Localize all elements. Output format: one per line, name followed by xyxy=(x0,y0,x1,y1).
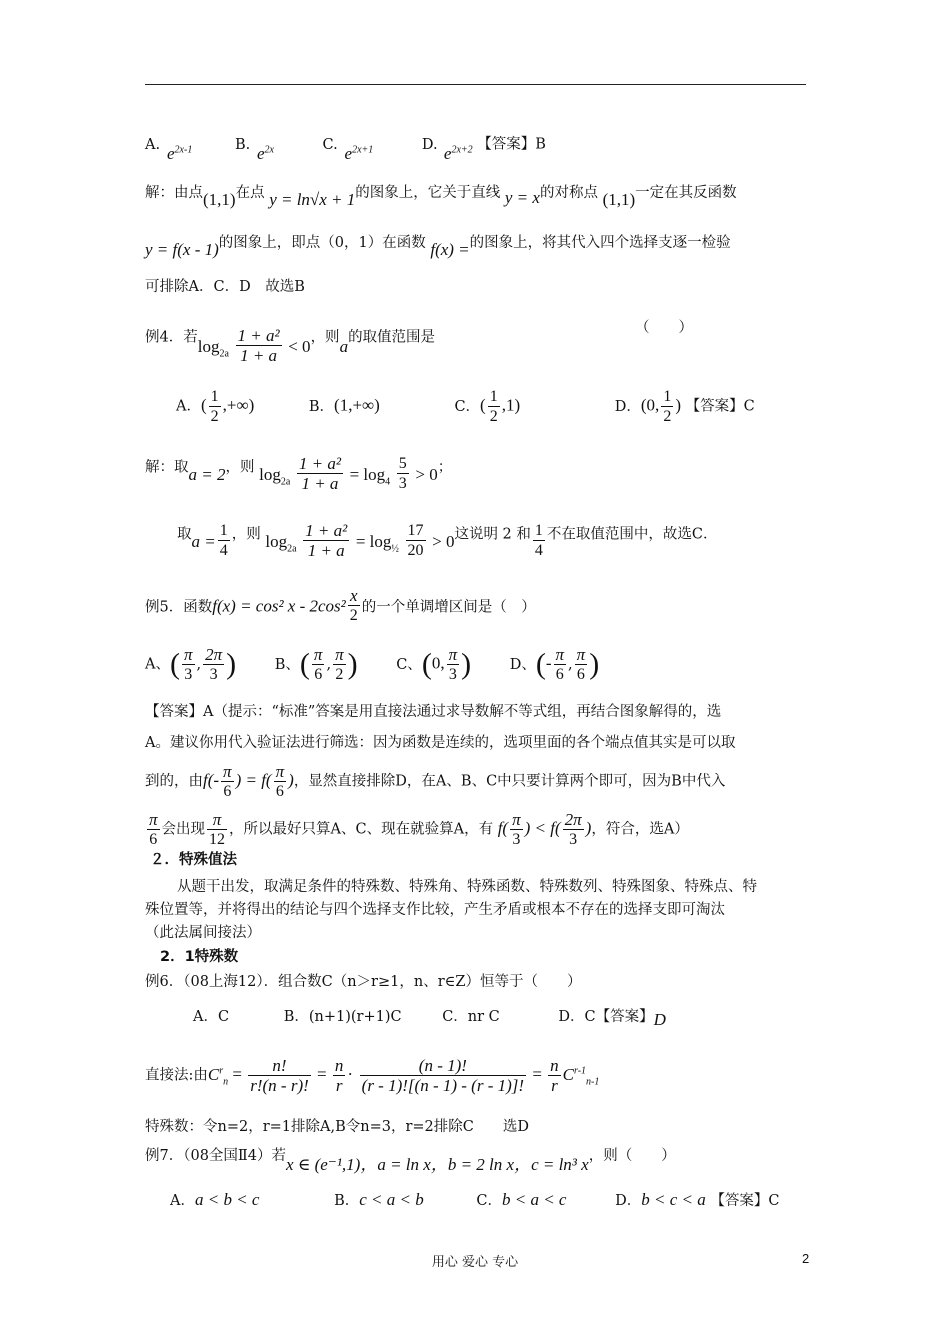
section-2-1-heading: 2．1特殊数 xyxy=(160,949,239,965)
q3-opt-c-label: C. xyxy=(322,136,338,153)
q3-opt-d-label: D. xyxy=(421,136,438,153)
q5-answer-line2: A。建议你用代入验证法进行筛选：因为函数是连续的，选项里面的各个端点值其实是可以取 xyxy=(145,735,736,751)
q3-opt-b-math: $e^{2x}$ xyxy=(256,143,274,163)
q5-stem: 例5．函数f(x) = cos² x - 2cos² $\frac{x}{2}$ 的一个单调增区间是（ ） xyxy=(145,586,536,624)
q3-opt-a-math: $e^{2x-1}$ xyxy=(167,143,193,163)
q3-solution-line3: 可排除A．C．D 故选B xyxy=(145,279,305,295)
q3-opt-b-label: B. xyxy=(234,136,251,153)
q6-stem: 例6．（08上海12）．组合数C（n＞r≥1，n、r∈Z）恒等于（ ） xyxy=(145,974,582,990)
q7-options: A．a < b < c B．c < a < b C．b < a < c D．b < c < a 【答案】C xyxy=(170,1190,780,1209)
q5-answer-line3: 到的，由f(- $\frac{\pi}{6}$ ) = f( $\frac{\pi}{6}$ )，显然直接排除D，在A、B、C中只要计算两个即可，因为B中代入 xyxy=(145,762,726,800)
q3-solution-line2: y = f(x - 1)的图象上，即点（0，1）在函数 f(x) =的图象上，将其代入四个选择支逐一检验 xyxy=(145,235,731,259)
q3-answer: 【答案】B xyxy=(477,136,546,153)
q6-options: A．C B．(n+1)(r+1)C C．nr C D．C【答案】D xyxy=(193,1009,666,1029)
section-2-para-3: （此法属间接法） xyxy=(145,925,261,941)
page-number: 2 xyxy=(802,1251,810,1266)
q3-opt-a-label: A. xyxy=(145,136,161,153)
q5-options: A、( $\frac{\pi}{3}$ , $\frac{2\pi}{3}$ ) B、( $\frac{\pi}{6}$ , $\frac{\pi}{2}$ ) C、(0, $\frac{\pi}{3}$ ) D、(- $\frac{\pi}{6}$ , $\frac{\pi}{6}$ ) xyxy=(145,645,600,683)
q4-solution-1: 解：取a = 2，则 $\log_{2a}$ $\frac{\text{1 + a²}}{1 + a}$ = $\log_4$ $\frac{5}{3}$ > 0； xyxy=(145,454,453,493)
q7-stem: 例7．（08全国Ⅱ4）若x ∈ (e⁻¹,1)，a = ln x，b = 2 ln x，c = ln³ x，则（ ） xyxy=(145,1148,676,1174)
q3-solution-line1: 解：由点(1,1)在点 y = ln√x + 1的图象上，它关于直线 y = x的对称点 (1,1)一定在其反函数 xyxy=(145,185,737,209)
page-footer: 用心 爱心 专心 xyxy=(431,1255,519,1270)
section-2-para-1: 从题干出发，取满足条件的特殊数、特殊角、特殊函数、特殊数列、特殊图象、特殊点、特 xyxy=(177,879,757,895)
q3-opt-c-math: $e^{2x+1}$ xyxy=(344,143,374,163)
section-2-para-2: 殊位置等，并将得出的结论与四个选择支作比较，产生矛盾或根本不存在的选择支即可淘汰 xyxy=(145,902,725,918)
q4-options: A．( $\frac{1}{2}$ ,+∞) B．(1,+∞) C．( $\frac{1}{2}$ ,1) D．(0, $\frac{1}{2}$ ) 【答案】C xyxy=(176,388,755,425)
q6-direct-method: 直接法:由$C^r_n$ = $\frac{n!}{r!(n - r)!}$ = $\frac{n}{r}$ · $\frac{(n - 1)!}{(r - 1)![(n - 1) - (r - 1)]!}$ = $\frac{n}{r}$ $C^{r-1}_{n-1}$ xyxy=(145,1056,600,1095)
header-rule xyxy=(145,84,806,85)
q3-opt-d-math: $e^{2x+2}$ xyxy=(443,143,473,163)
section-2-heading: ２．特殊值法 xyxy=(150,852,237,868)
q3-options xyxy=(145,130,546,163)
q5-answer-line4: $\frac{\pi}{6}$ 会出现 $\frac{\pi}{12}$ ，所以最好只算A、C、现在就验算A，有 f( $\frac{\pi}{3}$ ) < f( $\frac{2\pi}{3}$ )，符合，选A） xyxy=(149,810,689,848)
q4-stem: 例4．若$\log_{2a}$ $\frac{\text{1 + a²}}{1 + a}$ < 0，则a的取值范围是 （ ） xyxy=(145,320,693,365)
q4-solution-2: 取a = $\frac{1}{4}$ ，则 $\log_{2a}$ $\frac{\text{1 + a²}}{1 + a}$ = $\log_{\frac{1}{2}}$ $\frac{17}{20}$ > 0这说明 2 和 $\frac{1}{4}$ 不在取值范围中，故选C． xyxy=(177,521,718,560)
q5-answer-line1: 【答案】A（提示：“标准”答案是用直接法通过求导数解不等式组，再结合图象解得的，选 xyxy=(145,704,722,720)
q6-special-number: 特殊数：令n=2，r=1排除A,B令n=3，r=2排除C 选D xyxy=(145,1119,529,1135)
